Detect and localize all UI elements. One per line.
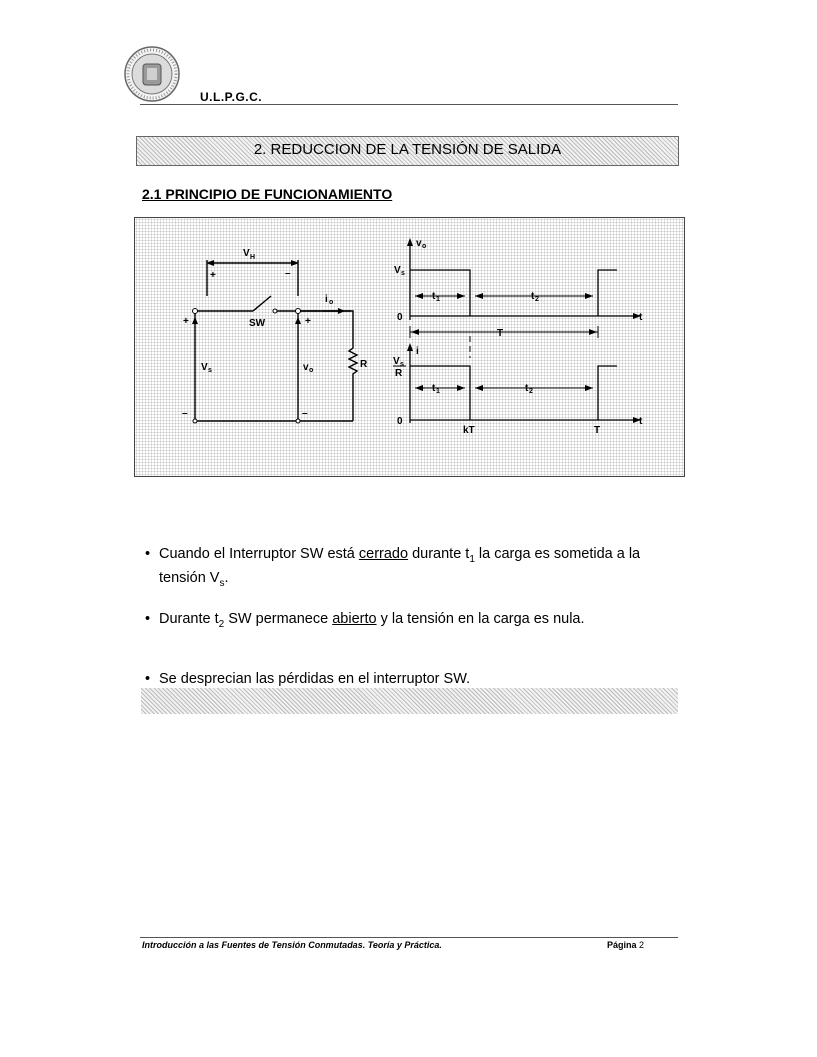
vh-plus: + bbox=[210, 270, 216, 281]
vo-plus: + bbox=[305, 316, 311, 327]
r-label: R bbox=[360, 359, 368, 370]
vs-level-sub: s bbox=[401, 270, 405, 277]
circuit-waveform-figure bbox=[134, 217, 685, 477]
sw-label: SW bbox=[249, 318, 266, 329]
current-waveform bbox=[393, 350, 635, 423]
vs-plus: + bbox=[183, 316, 189, 327]
zero-top-label: 0 bbox=[397, 312, 403, 323]
page-number: Página 2 bbox=[607, 940, 645, 950]
vh-sub: H bbox=[250, 254, 256, 261]
vs-minus: – bbox=[182, 408, 188, 419]
vo-axis-sub: o bbox=[422, 243, 427, 250]
voltage-waveform bbox=[410, 246, 635, 358]
bullet-dot-icon: • bbox=[145, 546, 151, 562]
period-label: T bbox=[497, 328, 504, 339]
t-axis-bottom-label: t bbox=[639, 416, 643, 427]
t1-top-sub: 1 bbox=[436, 296, 440, 303]
t2-bottom-sub: 2 bbox=[529, 388, 533, 395]
bullet-item: • Durante $t_2$ SW permanece abierto y la tensión en la carga es nula. bbox=[145, 610, 585, 630]
bullet-item: • Cuando el Interruptor SW está cerrado durante $t_1$ la carga es sometida a la tensión $V_s$. bbox=[145, 546, 641, 589]
vs-label: V bbox=[201, 362, 208, 373]
bullet-dot-icon: • bbox=[145, 670, 151, 687]
i-axis-label: i bbox=[416, 346, 419, 357]
io-sub: o bbox=[329, 299, 334, 306]
vh-label: V bbox=[243, 248, 250, 259]
vh-minus: – bbox=[285, 268, 291, 279]
t2-top-label: t bbox=[531, 291, 535, 302]
vo-minus: – bbox=[302, 408, 308, 419]
T-label: T bbox=[594, 425, 601, 436]
university-seal-logo bbox=[123, 45, 181, 103]
chopper-circuit bbox=[195, 260, 357, 421]
decorative-hatched-bar bbox=[141, 688, 678, 714]
footer-title: Introducción a las Fuentes de Tensión Conmutadas. Teoría y Práctica. bbox=[142, 940, 442, 950]
bullet-dot-icon: • bbox=[145, 610, 151, 627]
t2-top-sub: 2 bbox=[535, 296, 539, 303]
vo-label: v bbox=[303, 362, 309, 373]
vs-over-r-num-sub: s bbox=[400, 361, 404, 368]
io-label: i bbox=[325, 294, 328, 305]
vs-level-label: V bbox=[394, 265, 401, 276]
t1-bottom-label: t bbox=[432, 383, 436, 394]
institution-name: U.L.P.G.C. bbox=[200, 90, 263, 104]
vo-sub: o bbox=[309, 367, 314, 374]
t1-bottom-sub: 1 bbox=[436, 388, 440, 395]
zero-bottom-label: 0 bbox=[397, 416, 403, 427]
bullet-item: • Se desprecian las pérdidas en el interruptor SW. bbox=[145, 670, 471, 687]
vs-over-r-num: V bbox=[393, 356, 400, 367]
t2-bottom-label: t bbox=[525, 383, 529, 394]
vs-over-r-den: R bbox=[395, 368, 403, 379]
section-title: 2. REDUCCION DE LA TENSIÓN DE SALIDA bbox=[136, 136, 679, 166]
vo-axis-label: v bbox=[416, 238, 422, 249]
kt-label: kT bbox=[463, 425, 475, 436]
footer-divider bbox=[140, 937, 678, 938]
vs-sub: s bbox=[208, 367, 212, 374]
header-divider bbox=[140, 104, 678, 105]
t-axis-top-label: t bbox=[639, 312, 643, 323]
subsection-title: 2.1 PRINCIPIO DE FUNCIONAMIENTO bbox=[142, 186, 393, 202]
t1-top-label: t bbox=[432, 291, 436, 302]
bullet-list bbox=[145, 545, 675, 705]
